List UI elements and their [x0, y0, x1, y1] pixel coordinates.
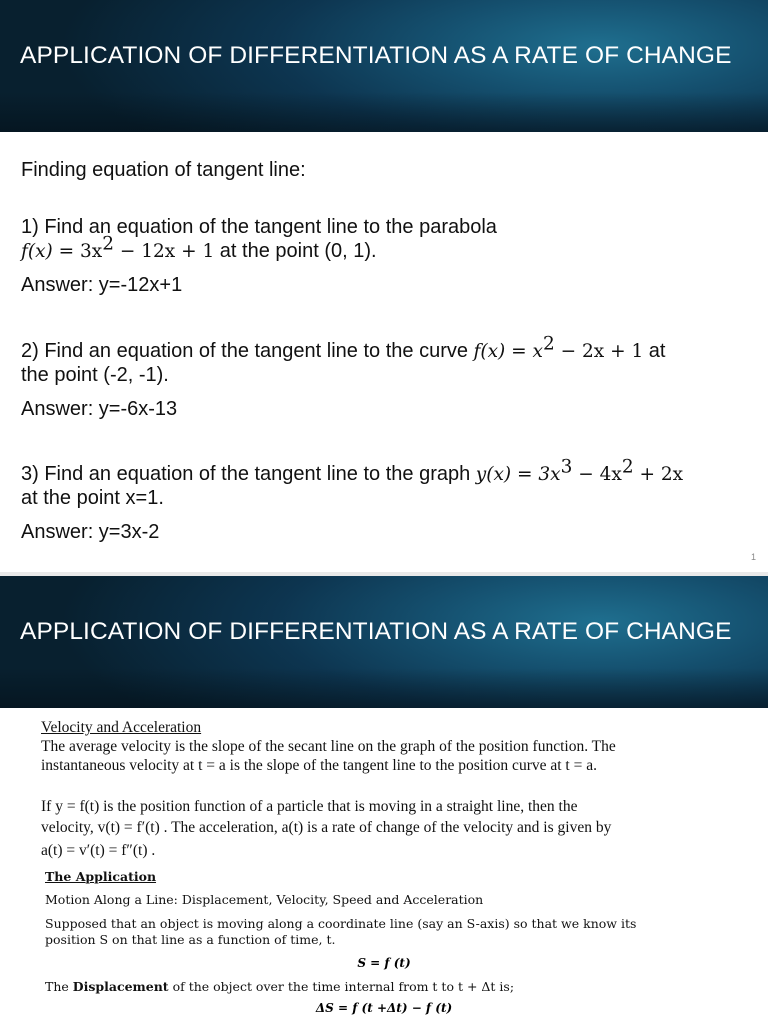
question-1-text: 1) Find an equation of the tangent line to the parabola	[21, 216, 497, 238]
question-1-function	[21, 233, 377, 264]
equation-position: S = f (t)	[357, 956, 411, 970]
disp-pre: The	[45, 979, 73, 994]
para2-line1: If y = f(t) is the position function of a particle that is moving in a straight line, then the	[41, 798, 578, 815]
para1-line1: The average velocity is the slope of the secant line on the graph of the position function. The	[41, 738, 616, 755]
question-2-point: the point (-2, -1).	[21, 364, 169, 386]
slide-2	[0, 576, 768, 1024]
q3-line1: 3) Find an equation of the tangent line to the graph	[21, 463, 476, 485]
slide-2-title: APPLICATION OF DIFFERENTIATION AS A RATE OF CHANGE	[20, 618, 732, 645]
q1-point: at the point (0, 1).	[214, 240, 377, 262]
disp-post: of the object over the time internal from t to t + Δt is;	[168, 979, 515, 994]
answer-1: Answer: y=-12x+1	[21, 274, 183, 296]
q3-func: y(x) = 3x	[475, 464, 561, 485]
q1-func-rhs: = 3x	[52, 241, 103, 262]
disp-bold: Displacement	[72, 979, 169, 994]
q1-exponent: 2	[102, 233, 114, 255]
q3-func-mid: − 4x	[572, 464, 622, 485]
para2-line3: a(t) = v′(t) = f″(t) .	[41, 842, 156, 859]
title-banner-2	[0, 576, 768, 708]
answer-3: Answer: y=3x-2	[21, 521, 160, 543]
slide-number: 1	[750, 552, 756, 562]
q1-func-rest: − 12x + 1	[113, 241, 215, 262]
q3-func-rest: + 2x	[633, 464, 684, 485]
question-2-text	[21, 333, 666, 364]
displacement-text	[45, 979, 514, 995]
q2-func: f(x) = x	[473, 341, 543, 362]
q3-exponent-3: 3	[560, 456, 573, 478]
application-subheading: Motion Along a Line: Displacement, Velocity, Speed and Acceleration	[45, 892, 484, 907]
equation-displacement: ΔS = f (t +Δt) − f (t)	[315, 1001, 453, 1015]
application-heading: The Application	[45, 869, 157, 884]
q2-func-rest: − 2x + 1	[554, 341, 644, 362]
q2-line1: 2) Find an equation of the tangent line to the curve	[21, 340, 474, 362]
title-banner	[0, 0, 768, 132]
app-para-line2: position S on that line as a function of time, t.	[45, 932, 336, 947]
q1-func-lhs: f(x)	[21, 241, 53, 262]
slide-title: APPLICATION OF DIFFERENTIATION AS A RATE OF CHANGE	[20, 42, 732, 69]
answer-2: Answer: y=-6x-13	[21, 398, 178, 420]
question-3-point: at the point x=1.	[21, 487, 164, 509]
q2-at: at	[643, 340, 666, 362]
q2-exponent: 2	[542, 333, 555, 355]
velocity-heading: Velocity and Acceleration	[41, 719, 202, 736]
para2-line2: velocity, v(t) = f′(t) . The acceleration, a(t) is a rate of change of the velocity and is given by	[41, 819, 612, 836]
question-3-text	[21, 456, 684, 487]
para1-line2: instantaneous velocity at t = a is the slope of the tangent line to the position curve at t = a.	[41, 757, 597, 774]
q3-exponent-2: 2	[621, 456, 634, 478]
app-para-line1: Supposed that an object is moving along a coordinate line (say an S-axis) so that we know its	[45, 916, 637, 931]
intro-text: Finding equation of tangent line:	[21, 159, 306, 181]
